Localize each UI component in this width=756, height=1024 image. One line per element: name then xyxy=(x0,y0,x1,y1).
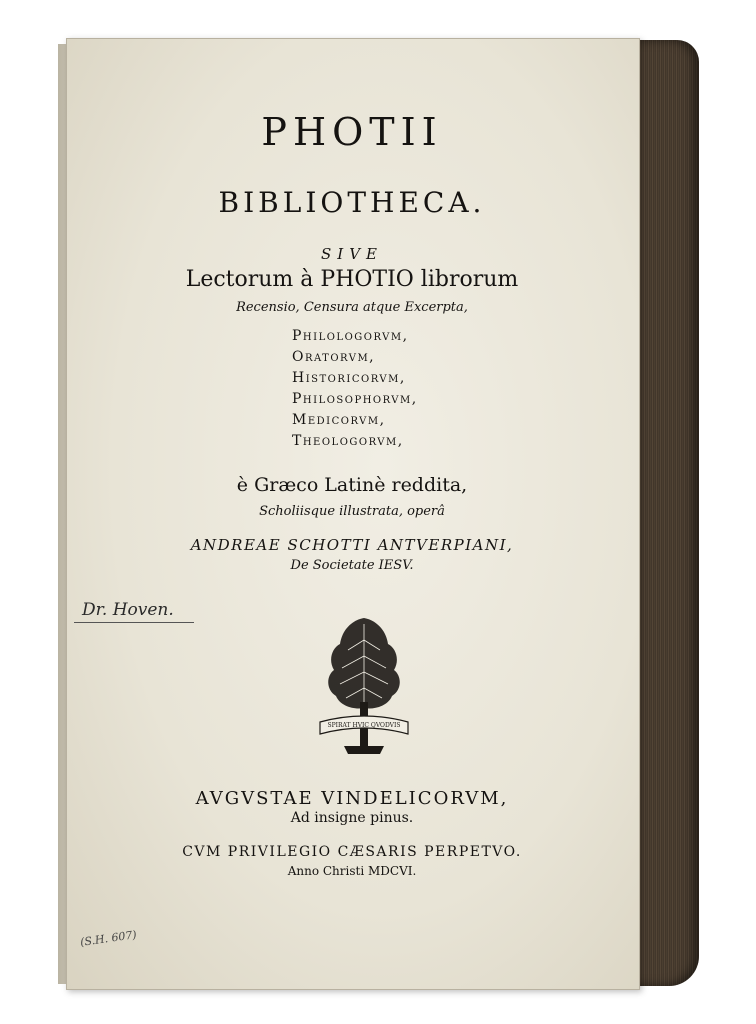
subject-item: Philologorvm, xyxy=(292,328,409,344)
book xyxy=(58,34,698,992)
imprint-sign: Ad insigne pinus. xyxy=(290,810,414,826)
subjects-list xyxy=(292,326,492,452)
handwritten-signature: Dr. Hoven. xyxy=(82,600,174,620)
recensio-line: Recensio, Censura atque Excerpta, xyxy=(236,300,468,315)
subject-item: Medicorvm, xyxy=(292,412,386,428)
book-subtitle: BIBLIOTHECA. xyxy=(218,186,486,219)
handwritten-shelfmark: (S.H. 607) xyxy=(79,928,138,949)
society-line: De Societate IESV. xyxy=(290,558,414,573)
subject-item: Theologorvm, xyxy=(292,433,404,449)
emblem-motto: SPIRAT HVIC QVODVIS xyxy=(327,722,401,729)
scholiis-line: Scholiisque illustrata, operâ xyxy=(259,504,445,519)
subject-item: Philosophorvm, xyxy=(292,391,418,407)
translation-line: è Græco Latinè reddita, xyxy=(236,474,468,496)
subject-item: Historicorvm, xyxy=(292,370,406,386)
pine-tree-emblem xyxy=(314,610,414,758)
signature-underline xyxy=(74,622,194,623)
book-title: PHOTII xyxy=(261,110,443,154)
lectorum-line: Lectorum à PHOTIO librorum xyxy=(185,267,519,292)
imprint-place: AVGVSTAE VINDELICORVM, xyxy=(195,788,509,809)
subject-item: Oratorvm, xyxy=(292,349,376,365)
year-line: Anno Christi MDCVI. xyxy=(287,864,417,878)
author-line: ANDREAE SCHOTTI ANTVERPIANI, xyxy=(190,536,514,554)
sive-line: SIVE xyxy=(321,245,383,263)
privilege-line: CVM PRIVILEGIO CÆSARIS PERPETVO. xyxy=(182,844,522,860)
